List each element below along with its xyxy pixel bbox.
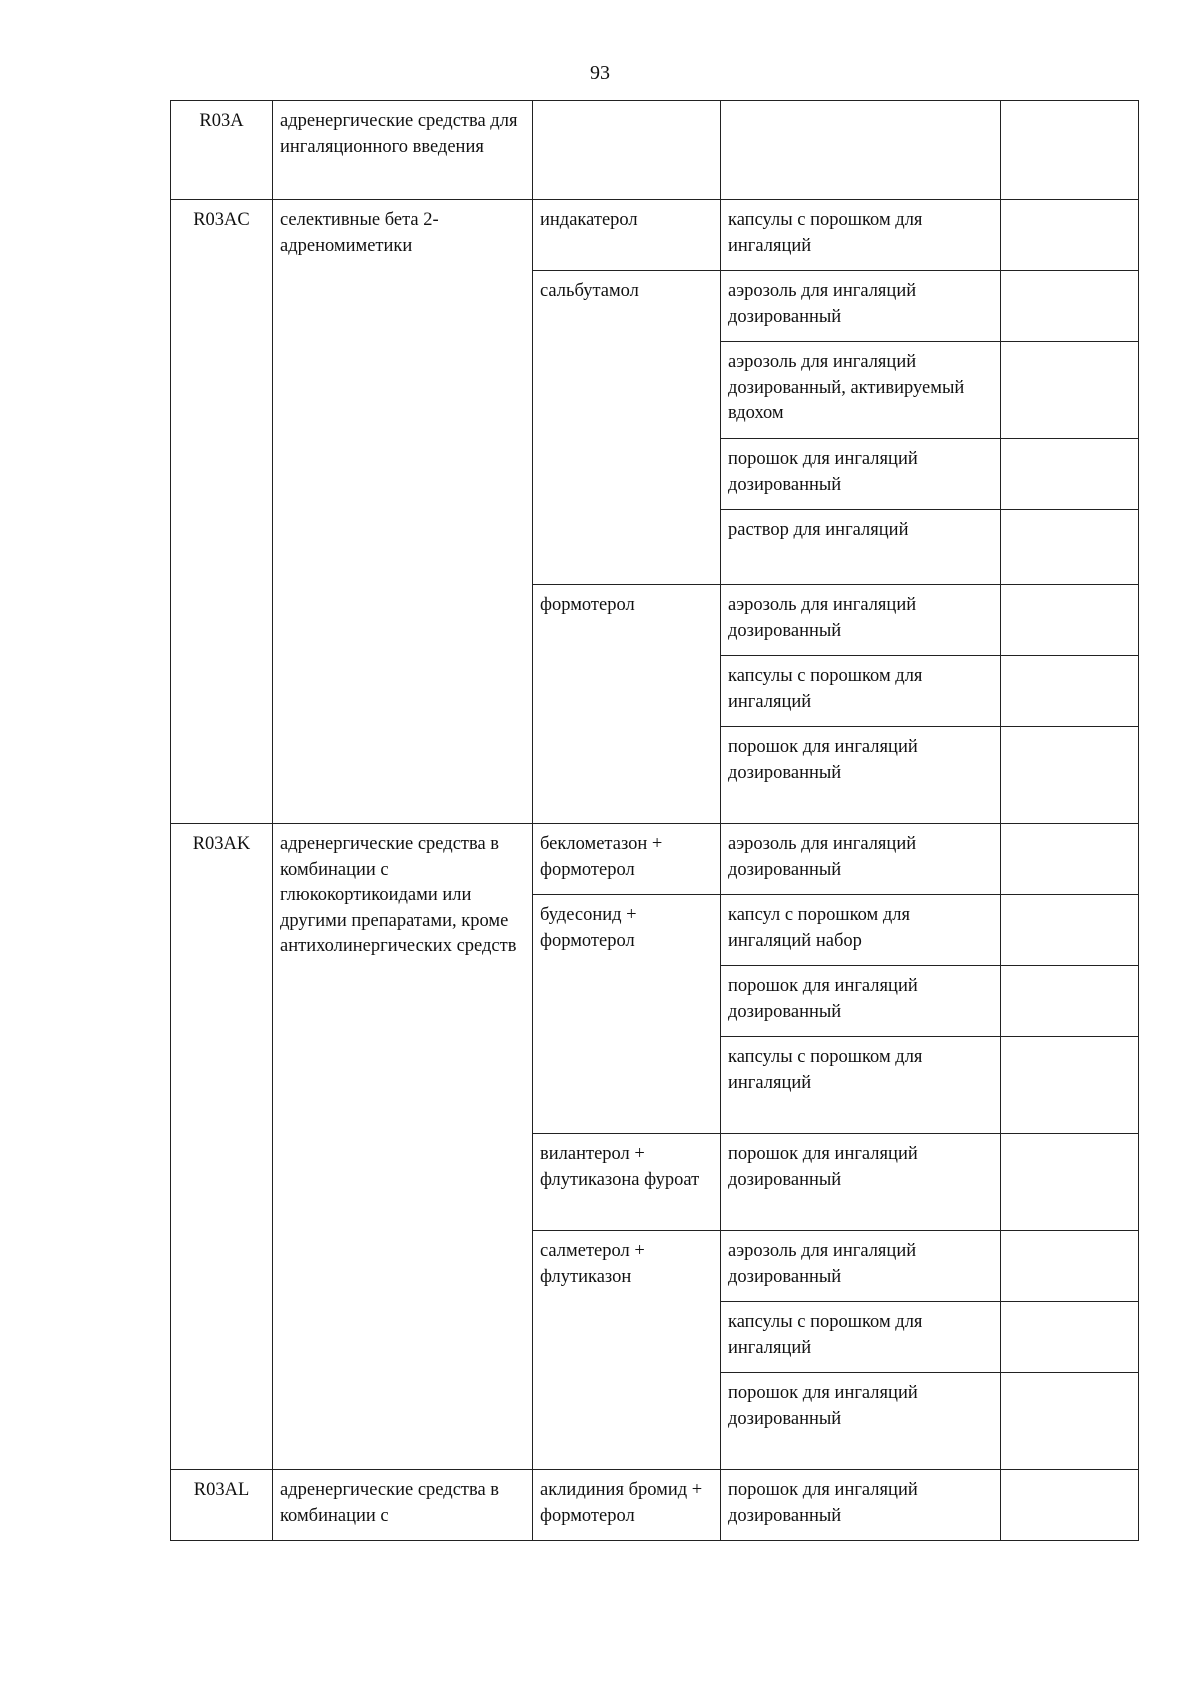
group-cell: селективные бета 2-адреномиметики <box>273 200 533 824</box>
dosage-form-cell: капсулы с порошком для ингаляций <box>721 1037 1001 1134</box>
table-row <box>171 200 1139 271</box>
inn-cell: вилантерол + флутиказона фуроат <box>533 1134 721 1231</box>
extra-cell <box>1001 824 1139 895</box>
extra-cell <box>1001 342 1139 439</box>
extra-cell <box>1001 895 1139 966</box>
extra-cell <box>1001 271 1139 342</box>
dosage-form-cell: аэрозоль для ингаляций дозированный <box>721 1231 1001 1302</box>
group-cell: адренергические средства в комбинации с <box>273 1470 533 1541</box>
dosage-form-cell: порошок для ингаляций дозированный <box>721 1134 1001 1231</box>
extra-cell <box>1001 585 1139 656</box>
dosage-form-cell: аэрозоль для ингаляций дозированный <box>721 271 1001 342</box>
dosage-form-cell: аэрозоль для ингаляций дозированный <box>721 824 1001 895</box>
group-cell: адренергические средства в комбинации с глюкокортикоидами или другими препаратами, кроме антихолинергических средств <box>273 824 533 1470</box>
dosage-form-cell: аэрозоль для ингаляций дозированный <box>721 585 1001 656</box>
table-row <box>171 101 1139 200</box>
dosage-form-cell: капсулы с порошком для ингаляций <box>721 1302 1001 1373</box>
group-cell: адренергические средства для ингаляционного введения <box>273 101 533 200</box>
extra-cell <box>1001 101 1139 200</box>
atc-code-cell: R03A <box>171 101 273 200</box>
extra-cell <box>1001 1037 1139 1134</box>
inn-cell: индакатерол <box>533 200 721 271</box>
dosage-form-cell: раствор для ингаляций <box>721 510 1001 585</box>
inn-cell: будесонид + формотерол <box>533 895 721 1134</box>
extra-cell <box>1001 656 1139 727</box>
inn-cell: формотерол <box>533 585 721 824</box>
dosage-form-cell <box>721 101 1001 200</box>
dosage-form-cell: аэрозоль для ингаляций дозированный, активируемый вдохом <box>721 342 1001 439</box>
dosage-form-cell: порошок для ингаляций дозированный <box>721 727 1001 824</box>
extra-cell <box>1001 1470 1139 1541</box>
dosage-form-cell: порошок для ингаляций дозированный <box>721 1470 1001 1541</box>
extra-cell <box>1001 510 1139 585</box>
atc-code-cell: R03AK <box>171 824 273 1470</box>
extra-cell <box>1001 200 1139 271</box>
table-row <box>171 1470 1139 1541</box>
dosage-form-cell: капсулы с порошком для ингаляций <box>721 200 1001 271</box>
dosage-form-cell: капсулы с порошком для ингаляций <box>721 656 1001 727</box>
inn-cell: сальбутамол <box>533 271 721 585</box>
atc-code-cell: R03AL <box>171 1470 273 1541</box>
inn-cell: салметерол + флутиказон <box>533 1231 721 1470</box>
dosage-form-cell: порошок для ингаляций дозированный <box>721 966 1001 1037</box>
inn-cell <box>533 101 721 200</box>
inn-cell: аклидиния бромид + формотерол <box>533 1470 721 1541</box>
dosage-form-cell: порошок для ингаляций дозированный <box>721 439 1001 510</box>
extra-cell <box>1001 1302 1139 1373</box>
extra-cell <box>1001 1231 1139 1302</box>
extra-cell <box>1001 966 1139 1037</box>
dosage-form-cell: капсул с порошком для ингаляций набор <box>721 895 1001 966</box>
dosage-form-cell: порошок для ингаляций дозированный <box>721 1373 1001 1470</box>
extra-cell <box>1001 1373 1139 1470</box>
extra-cell <box>1001 1134 1139 1231</box>
drug-classification-table <box>170 100 1139 1541</box>
extra-cell <box>1001 727 1139 824</box>
extra-cell <box>1001 439 1139 510</box>
table-row <box>171 824 1139 895</box>
atc-code-cell: R03AC <box>171 200 273 824</box>
page-number: 93 <box>590 62 610 84</box>
inn-cell: беклометазон + формотерол <box>533 824 721 895</box>
